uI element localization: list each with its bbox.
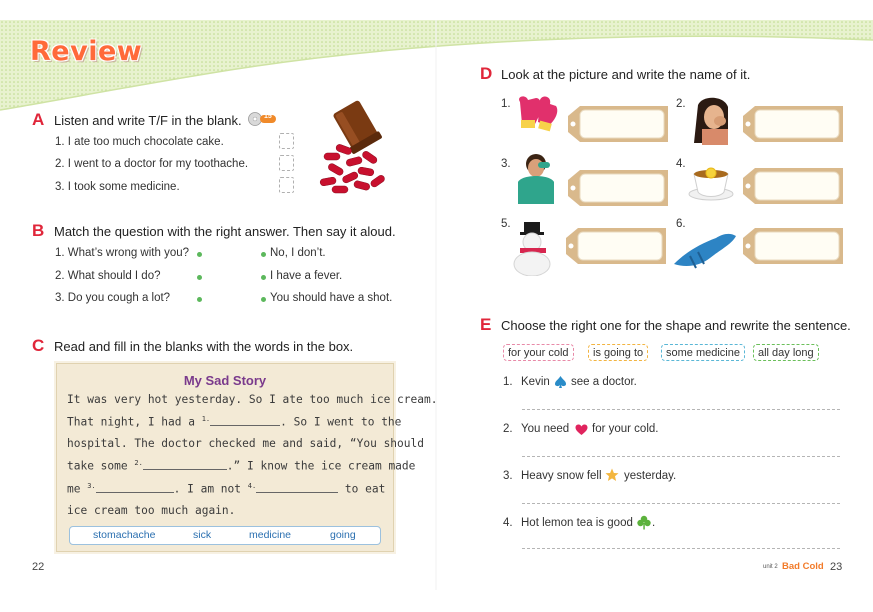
- picture-number-1: 1.: [501, 98, 511, 110]
- section-a-item-1: 1. I ate too much chocolate cake.: [55, 136, 224, 148]
- answer-tag-1[interactable]: [560, 104, 670, 144]
- clover-icon: [637, 515, 651, 530]
- audio-cd-icon[interactable]: [248, 112, 278, 126]
- story-title: My Sad Story: [183, 373, 267, 388]
- answer-tag-5[interactable]: [558, 226, 668, 266]
- section-b-title: Match the question with the right answer. Then say it aloud.: [54, 224, 396, 239]
- left-page-number: 22: [32, 561, 45, 573]
- answer-tag-2[interactable]: [735, 104, 845, 144]
- answer-tag-4[interactable]: [735, 166, 845, 206]
- story-line-3: hospital. The doctor checked me and said, “You should: [67, 437, 424, 450]
- picture-number-3: 3.: [501, 158, 511, 170]
- word-box-item: medicine: [249, 529, 292, 541]
- answer-tag-6[interactable]: [735, 226, 845, 266]
- blank-4[interactable]: [256, 483, 338, 493]
- question-1: 1. What’s wrong with you?: [55, 247, 190, 259]
- story-line-5: me $^{3.}$ . I am not $^{4.}$ to eat: [67, 482, 386, 496]
- unit-title: Bad Cold: [782, 561, 824, 572]
- match-dot-q3[interactable]: [197, 297, 202, 302]
- section-b-letter: B: [32, 221, 45, 240]
- picture-number-5: 5.: [501, 218, 511, 230]
- unit-label: unit 2: [763, 564, 778, 570]
- sentence-1-start: Kevin: [521, 376, 550, 388]
- story-line-1: It was very hot yesterday. So I ate too much ice cream.: [67, 393, 438, 406]
- blank-1[interactable]: [210, 416, 280, 426]
- blank-3[interactable]: [96, 483, 174, 493]
- answer-line-3[interactable]: [522, 503, 840, 504]
- story-line-4: take some $^{2.}$ .” I know the ice cream made: [67, 459, 416, 473]
- story-line-6: ice cream too much again.: [67, 504, 236, 517]
- section-c-title: Read and fill in the blanks with the words in the box.: [54, 339, 354, 354]
- answer-1: No, I don’t.: [270, 247, 326, 259]
- section-d-letter: D: [480, 64, 493, 83]
- match-dot-a1[interactable]: [261, 252, 266, 257]
- section-e-letter: E: [480, 315, 492, 334]
- track-number: 15: [264, 113, 272, 120]
- sentence-3-start: Heavy snow fell: [521, 470, 602, 482]
- chip-all-day-long[interactable]: all day long: [753, 344, 819, 361]
- section-a-title: Listen and write T/F in the blank.: [54, 113, 242, 128]
- word-box-item: stomachache: [93, 529, 156, 541]
- chip-for-your-cold[interactable]: for your cold: [503, 344, 574, 361]
- sentence-4-end: .: [652, 517, 656, 529]
- word-box-item: going: [330, 529, 356, 541]
- answer-tag-3[interactable]: [560, 168, 670, 208]
- lemon-tea-image: [686, 160, 736, 202]
- tf-blank-2[interactable]: [279, 155, 294, 171]
- sentence-4-start: Hot lemon tea is good: [521, 517, 633, 529]
- sentence-number: 4.: [503, 517, 513, 529]
- right-page-number: 23: [830, 561, 843, 573]
- sentence-number: 2.: [503, 423, 513, 435]
- tf-blank-1[interactable]: [279, 133, 294, 149]
- story-box: [56, 363, 394, 552]
- chip-is-going-to[interactable]: is going to: [588, 344, 648, 361]
- heart-icon: [575, 424, 588, 436]
- picture-number-4: 4.: [676, 158, 686, 170]
- answer-line-2[interactable]: [522, 456, 840, 457]
- answer-3: You should have a shot.: [270, 292, 393, 304]
- mittens-image: [512, 92, 562, 136]
- toothache-girl-image: [688, 95, 736, 145]
- section-a-item-2: 2. I went to a doctor for my toothache.: [55, 158, 249, 170]
- story-line-2: That night, I had a $^{1.}$ . So I went to the: [67, 415, 402, 429]
- scarf-image: [670, 224, 740, 272]
- snowman-image: [510, 220, 556, 276]
- sentence-number: 1.: [503, 376, 513, 388]
- sentence-1-end: see a doctor.: [571, 376, 637, 388]
- match-dot-q1[interactable]: [197, 252, 202, 257]
- match-dot-q2[interactable]: [197, 275, 202, 280]
- section-a-item-3: 3. I took some medicine.: [55, 181, 180, 193]
- sick-boy-image: [508, 152, 560, 204]
- question-3: 3. Do you cough a lot?: [55, 292, 171, 304]
- section-a-letter: A: [32, 110, 45, 129]
- star-icon: [605, 468, 619, 482]
- sentence-2-start: You need: [521, 423, 570, 435]
- medicine-pills-image: [318, 98, 388, 194]
- picture-number-6: 6.: [676, 218, 686, 230]
- chip-some-medicine[interactable]: some medicine: [661, 344, 745, 361]
- section-c-letter: C: [32, 336, 45, 355]
- picture-number-2: 2.: [676, 98, 686, 110]
- tf-blank-3[interactable]: [279, 177, 294, 193]
- match-dot-a3[interactable]: [261, 297, 266, 302]
- spade-icon: [554, 375, 567, 389]
- answer-line-4[interactable]: [522, 548, 840, 549]
- section-d-title: Look at the picture and write the name of it.: [501, 67, 751, 82]
- section-e-title: Choose the right one for the shape and rewrite the sentence.: [501, 318, 851, 333]
- sentence-3-end: yesterday.: [624, 470, 677, 482]
- answer-line-1[interactable]: [522, 409, 840, 410]
- match-dot-a2[interactable]: [261, 275, 266, 280]
- question-2: 2. What should I do?: [55, 270, 161, 282]
- answer-2: I have a fever.: [270, 270, 343, 282]
- sentence-2-end: for your cold.: [592, 423, 659, 435]
- word-box-item: sick: [193, 529, 212, 541]
- sentence-number: 3.: [503, 470, 513, 482]
- blank-2[interactable]: [143, 460, 227, 470]
- review-logo: Review: [30, 36, 143, 67]
